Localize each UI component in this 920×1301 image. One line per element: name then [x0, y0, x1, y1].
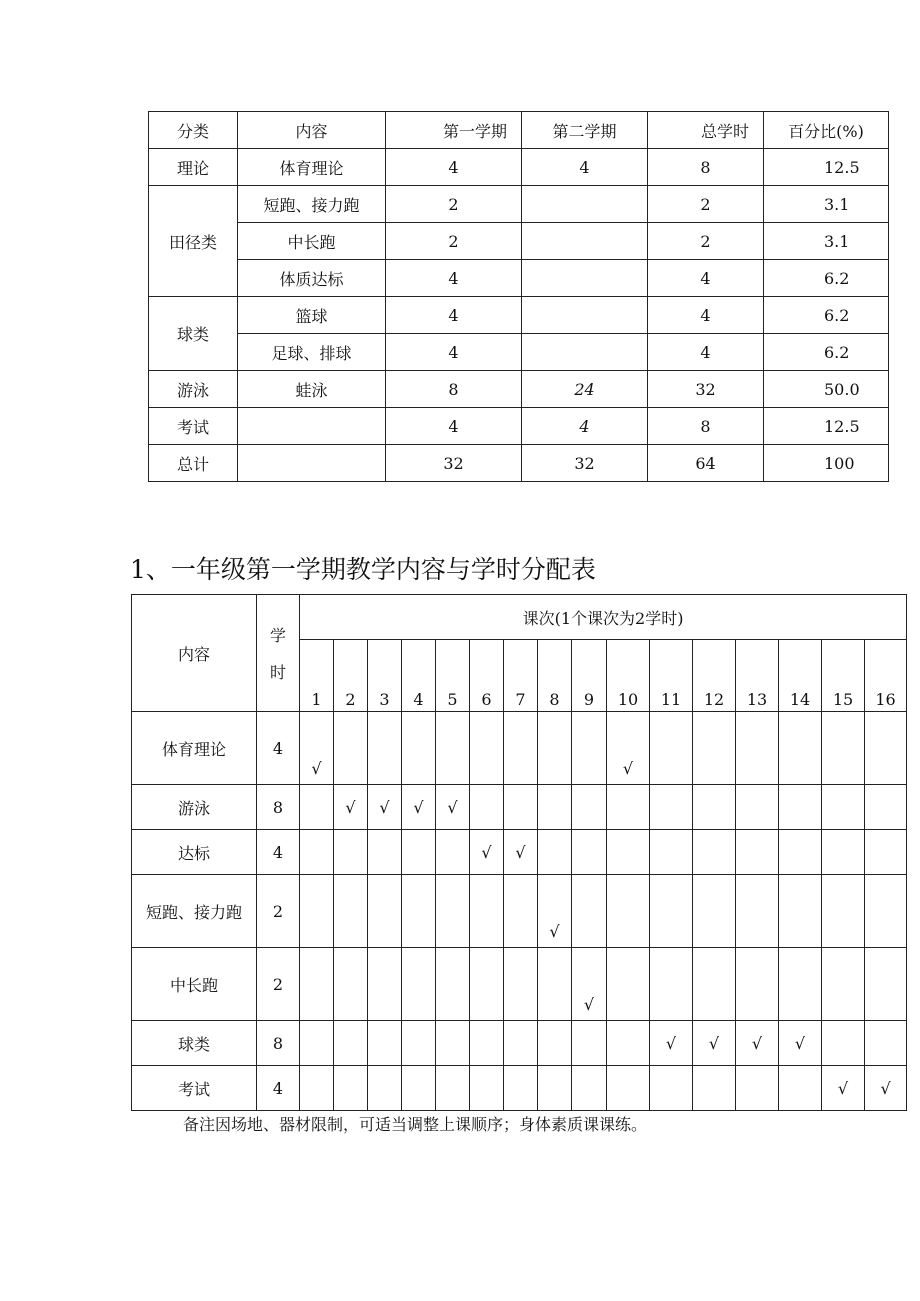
check-mark-cell: √: [650, 1021, 693, 1066]
empty-session-cell: [334, 1021, 368, 1066]
check-mark-cell: √: [736, 1021, 779, 1066]
empty-session-cell: [736, 830, 779, 875]
content-cell: 游泳: [132, 785, 257, 830]
session-number-cell: 2: [334, 640, 368, 712]
total-cell: 4: [648, 297, 764, 334]
category-cell: 理论: [149, 149, 238, 186]
header-sessions: 课次(1个课次为2学时): [300, 595, 907, 640]
total-cell: 32: [648, 371, 764, 408]
table-row: [149, 445, 889, 482]
empty-session-cell: [650, 1066, 693, 1111]
percent-cell: 3.1: [764, 186, 889, 223]
table-row: [132, 1021, 907, 1066]
empty-session-cell: [538, 1066, 572, 1111]
table-row: [132, 785, 907, 830]
empty-session-cell: [572, 875, 607, 948]
semester-1-cell: 4: [386, 297, 522, 334]
empty-session-cell: [368, 830, 402, 875]
empty-session-cell: [693, 712, 736, 785]
check-mark-cell: √: [538, 875, 572, 948]
empty-session-cell: [504, 875, 538, 948]
check-mark-cell: √: [436, 785, 470, 830]
empty-session-cell: [368, 948, 402, 1021]
empty-session-cell: [572, 1021, 607, 1066]
percent-cell: 6.2: [764, 334, 889, 371]
semester-1-cell: 4: [386, 334, 522, 371]
hours-cell: 2: [257, 948, 300, 1021]
session-number-cell: 14: [779, 640, 822, 712]
percent-cell: 6.2: [764, 260, 889, 297]
empty-session-cell: [865, 712, 907, 785]
empty-session-cell: [470, 1066, 504, 1111]
empty-session-cell: [334, 1066, 368, 1111]
empty-session-cell: [538, 712, 572, 785]
category-cell: 球类: [149, 297, 238, 371]
empty-session-cell: [402, 830, 436, 875]
empty-session-cell: [779, 948, 822, 1021]
empty-session-cell: [865, 948, 907, 1021]
empty-session-cell: [368, 1021, 402, 1066]
check-mark-cell: √: [693, 1021, 736, 1066]
empty-session-cell: [436, 1021, 470, 1066]
empty-session-cell: [607, 1066, 650, 1111]
empty-session-cell: [650, 875, 693, 948]
remark-note: 备注因场地、器材限制，可适当调整上课顺序；身体素质课课练。: [183, 1115, 648, 1134]
empty-session-cell: [300, 830, 334, 875]
semester-1-cell: 32: [386, 445, 522, 482]
empty-session-cell: [736, 712, 779, 785]
table-row: [149, 371, 889, 408]
content-cell: 短跑、接力跑: [132, 875, 257, 948]
check-mark-cell: √: [607, 712, 650, 785]
table-row: [149, 186, 889, 223]
content-cell: 达标: [132, 830, 257, 875]
empty-session-cell: [368, 1066, 402, 1111]
empty-session-cell: [300, 1066, 334, 1111]
empty-session-cell: [300, 875, 334, 948]
empty-session-cell: [402, 1021, 436, 1066]
content-cell: 考试: [132, 1066, 257, 1111]
total-cell: 2: [648, 223, 764, 260]
empty-session-cell: [736, 948, 779, 1021]
total-cell: 8: [648, 149, 764, 186]
empty-session-cell: [607, 875, 650, 948]
empty-session-cell: [693, 830, 736, 875]
section-heading: 1、一年级第一学期教学内容与学时分配表: [130, 555, 596, 584]
empty-session-cell: [436, 875, 470, 948]
empty-session-cell: [300, 785, 334, 830]
hours-summary-table: [148, 111, 889, 482]
empty-session-cell: [779, 830, 822, 875]
hours-cell: 4: [257, 830, 300, 875]
table-row: [132, 1066, 907, 1111]
header-semester-2: 第二学期: [522, 112, 648, 149]
percent-cell: 12.5: [764, 408, 889, 445]
content-cell: 体育理论: [238, 149, 386, 186]
session-number-cell: 15: [822, 640, 865, 712]
total-cell: 4: [648, 260, 764, 297]
empty-session-cell: [865, 830, 907, 875]
empty-session-cell: [736, 1066, 779, 1111]
empty-session-cell: [538, 948, 572, 1021]
empty-session-cell: [693, 875, 736, 948]
percent-cell: 6.2: [764, 297, 889, 334]
semester-2-cell: 24: [522, 371, 648, 408]
table-row: [132, 830, 907, 875]
empty-session-cell: [607, 785, 650, 830]
empty-session-cell: [572, 1066, 607, 1111]
table-row: [132, 948, 907, 1021]
semester-1-cell: 2: [386, 223, 522, 260]
empty-session-cell: [779, 1066, 822, 1111]
total-cell: 8: [648, 408, 764, 445]
empty-session-cell: [538, 1021, 572, 1066]
empty-session-cell: [693, 785, 736, 830]
check-mark-cell: √: [572, 948, 607, 1021]
check-mark-cell: √: [504, 830, 538, 875]
total-cell: 2: [648, 186, 764, 223]
empty-session-cell: [402, 948, 436, 1021]
semester-1-cell: 2: [386, 186, 522, 223]
empty-session-cell: [822, 830, 865, 875]
header-percent: 百分比(%): [764, 112, 889, 149]
table-row: [149, 297, 889, 334]
check-mark-cell: √: [368, 785, 402, 830]
header-total-hours: 总学时: [648, 112, 764, 149]
empty-session-cell: [402, 1066, 436, 1111]
empty-session-cell: [650, 785, 693, 830]
empty-session-cell: [470, 875, 504, 948]
empty-session-cell: [504, 1021, 538, 1066]
category-cell: 游泳: [149, 371, 238, 408]
table-row: [149, 149, 889, 186]
empty-session-cell: [436, 712, 470, 785]
empty-session-cell: [334, 875, 368, 948]
empty-session-cell: [693, 948, 736, 1021]
hours-cell: 4: [257, 1066, 300, 1111]
empty-session-cell: [865, 785, 907, 830]
content-cell: 中长跑: [132, 948, 257, 1021]
table-row: [149, 223, 889, 260]
header-hours: [257, 595, 300, 712]
session-number-cell: 1: [300, 640, 334, 712]
table-row: [149, 334, 889, 371]
header-content: 内容: [238, 112, 386, 149]
empty-session-cell: [607, 830, 650, 875]
percent-cell: 100: [764, 445, 889, 482]
content-cell: 短跑、接力跑: [238, 186, 386, 223]
empty-session-cell: [650, 948, 693, 1021]
semester-1-cell: 4: [386, 260, 522, 297]
session-number-cell: 13: [736, 640, 779, 712]
empty-session-cell: [822, 712, 865, 785]
empty-session-cell: [504, 948, 538, 1021]
empty-session-cell: [650, 830, 693, 875]
empty-session-cell: [300, 948, 334, 1021]
empty-session-cell: [368, 712, 402, 785]
empty-session-cell: [607, 1021, 650, 1066]
empty-session-cell: [334, 830, 368, 875]
header-category: 分类: [149, 112, 238, 149]
empty-session-cell: [865, 875, 907, 948]
semester-2-cell: 4: [522, 408, 648, 445]
header-hours-line-1: 学: [269, 626, 286, 645]
session-number-cell: 12: [693, 640, 736, 712]
empty-session-cell: [822, 875, 865, 948]
table-row: [149, 408, 889, 445]
session-number-cell: 5: [436, 640, 470, 712]
empty-session-cell: [572, 830, 607, 875]
header-hours-line-2: 时: [269, 663, 286, 682]
semester-2-cell: [522, 186, 648, 223]
empty-session-cell: [779, 712, 822, 785]
total-cell: 64: [648, 445, 764, 482]
content-cell: 蛙泳: [238, 371, 386, 408]
category-cell: 考试: [149, 408, 238, 445]
semester-2-cell: [522, 223, 648, 260]
table-row: [132, 712, 907, 785]
empty-session-cell: [504, 785, 538, 830]
empty-session-cell: [865, 1021, 907, 1066]
content-cell: 体育理论: [132, 712, 257, 785]
hours-cell: 8: [257, 785, 300, 830]
empty-session-cell: [368, 875, 402, 948]
hours-cell: 4: [257, 712, 300, 785]
percent-cell: 3.1: [764, 223, 889, 260]
empty-session-cell: [504, 712, 538, 785]
empty-session-cell: [779, 875, 822, 948]
empty-session-cell: [334, 712, 368, 785]
empty-session-cell: [402, 712, 436, 785]
table-row: [149, 260, 889, 297]
empty-session-cell: [822, 1021, 865, 1066]
empty-session-cell: [300, 1021, 334, 1066]
empty-session-cell: [436, 830, 470, 875]
content-cell: 中长跑: [238, 223, 386, 260]
semester-2-cell: [522, 297, 648, 334]
content-cell: 足球、排球: [238, 334, 386, 371]
table-row: [132, 875, 907, 948]
empty-session-cell: [402, 875, 436, 948]
empty-session-cell: [572, 785, 607, 830]
empty-session-cell: [436, 948, 470, 1021]
header-semester-1: 第一学期: [386, 112, 522, 149]
semester-1-cell: 4: [386, 408, 522, 445]
semester-1-cell: 8: [386, 371, 522, 408]
empty-session-cell: [538, 830, 572, 875]
content-cell: [238, 408, 386, 445]
session-number-cell: 10: [607, 640, 650, 712]
empty-session-cell: [779, 785, 822, 830]
hours-cell: 2: [257, 875, 300, 948]
session-number-cell: 4: [402, 640, 436, 712]
empty-session-cell: [736, 785, 779, 830]
table-header-row: [132, 595, 907, 640]
session-number-cell: 16: [865, 640, 907, 712]
semester-1-cell: 4: [386, 149, 522, 186]
category-cell: 田径类: [149, 186, 238, 297]
check-mark-cell: √: [334, 785, 368, 830]
session-number-cell: 6: [470, 640, 504, 712]
content-cell: [238, 445, 386, 482]
session-number-cell: 3: [368, 640, 402, 712]
category-cell: 总计: [149, 445, 238, 482]
empty-session-cell: [538, 785, 572, 830]
empty-session-cell: [822, 785, 865, 830]
semester-2-cell: [522, 260, 648, 297]
content-cell: 球类: [132, 1021, 257, 1066]
empty-session-cell: [470, 948, 504, 1021]
check-mark-cell: √: [300, 712, 334, 785]
percent-cell: 12.5: [764, 149, 889, 186]
session-number-cell: 11: [650, 640, 693, 712]
table-header-row: [149, 112, 889, 149]
empty-session-cell: [334, 948, 368, 1021]
session-number-cell: 9: [572, 640, 607, 712]
session-number-cell: 8: [538, 640, 572, 712]
session-number-cell: 7: [504, 640, 538, 712]
content-cell: 篮球: [238, 297, 386, 334]
check-mark-cell: √: [822, 1066, 865, 1111]
empty-session-cell: [436, 1066, 470, 1111]
check-mark-cell: √: [402, 785, 436, 830]
content-cell: 体质达标: [238, 260, 386, 297]
empty-session-cell: [736, 875, 779, 948]
semester-2-cell: [522, 334, 648, 371]
empty-session-cell: [470, 785, 504, 830]
check-mark-cell: √: [865, 1066, 907, 1111]
check-mark-cell: √: [779, 1021, 822, 1066]
hours-cell: 8: [257, 1021, 300, 1066]
semester-2-cell: 32: [522, 445, 648, 482]
empty-session-cell: [650, 712, 693, 785]
empty-session-cell: [504, 1066, 538, 1111]
semester-2-cell: 4: [522, 149, 648, 186]
empty-session-cell: [572, 712, 607, 785]
total-cell: 4: [648, 334, 764, 371]
empty-session-cell: [470, 1021, 504, 1066]
percent-cell: 50.0: [764, 371, 889, 408]
schedule-table: [131, 594, 907, 1111]
empty-session-cell: [693, 1066, 736, 1111]
header-content: 内容: [132, 595, 257, 712]
check-mark-cell: √: [470, 830, 504, 875]
empty-session-cell: [607, 948, 650, 1021]
empty-session-cell: [470, 712, 504, 785]
empty-session-cell: [822, 948, 865, 1021]
